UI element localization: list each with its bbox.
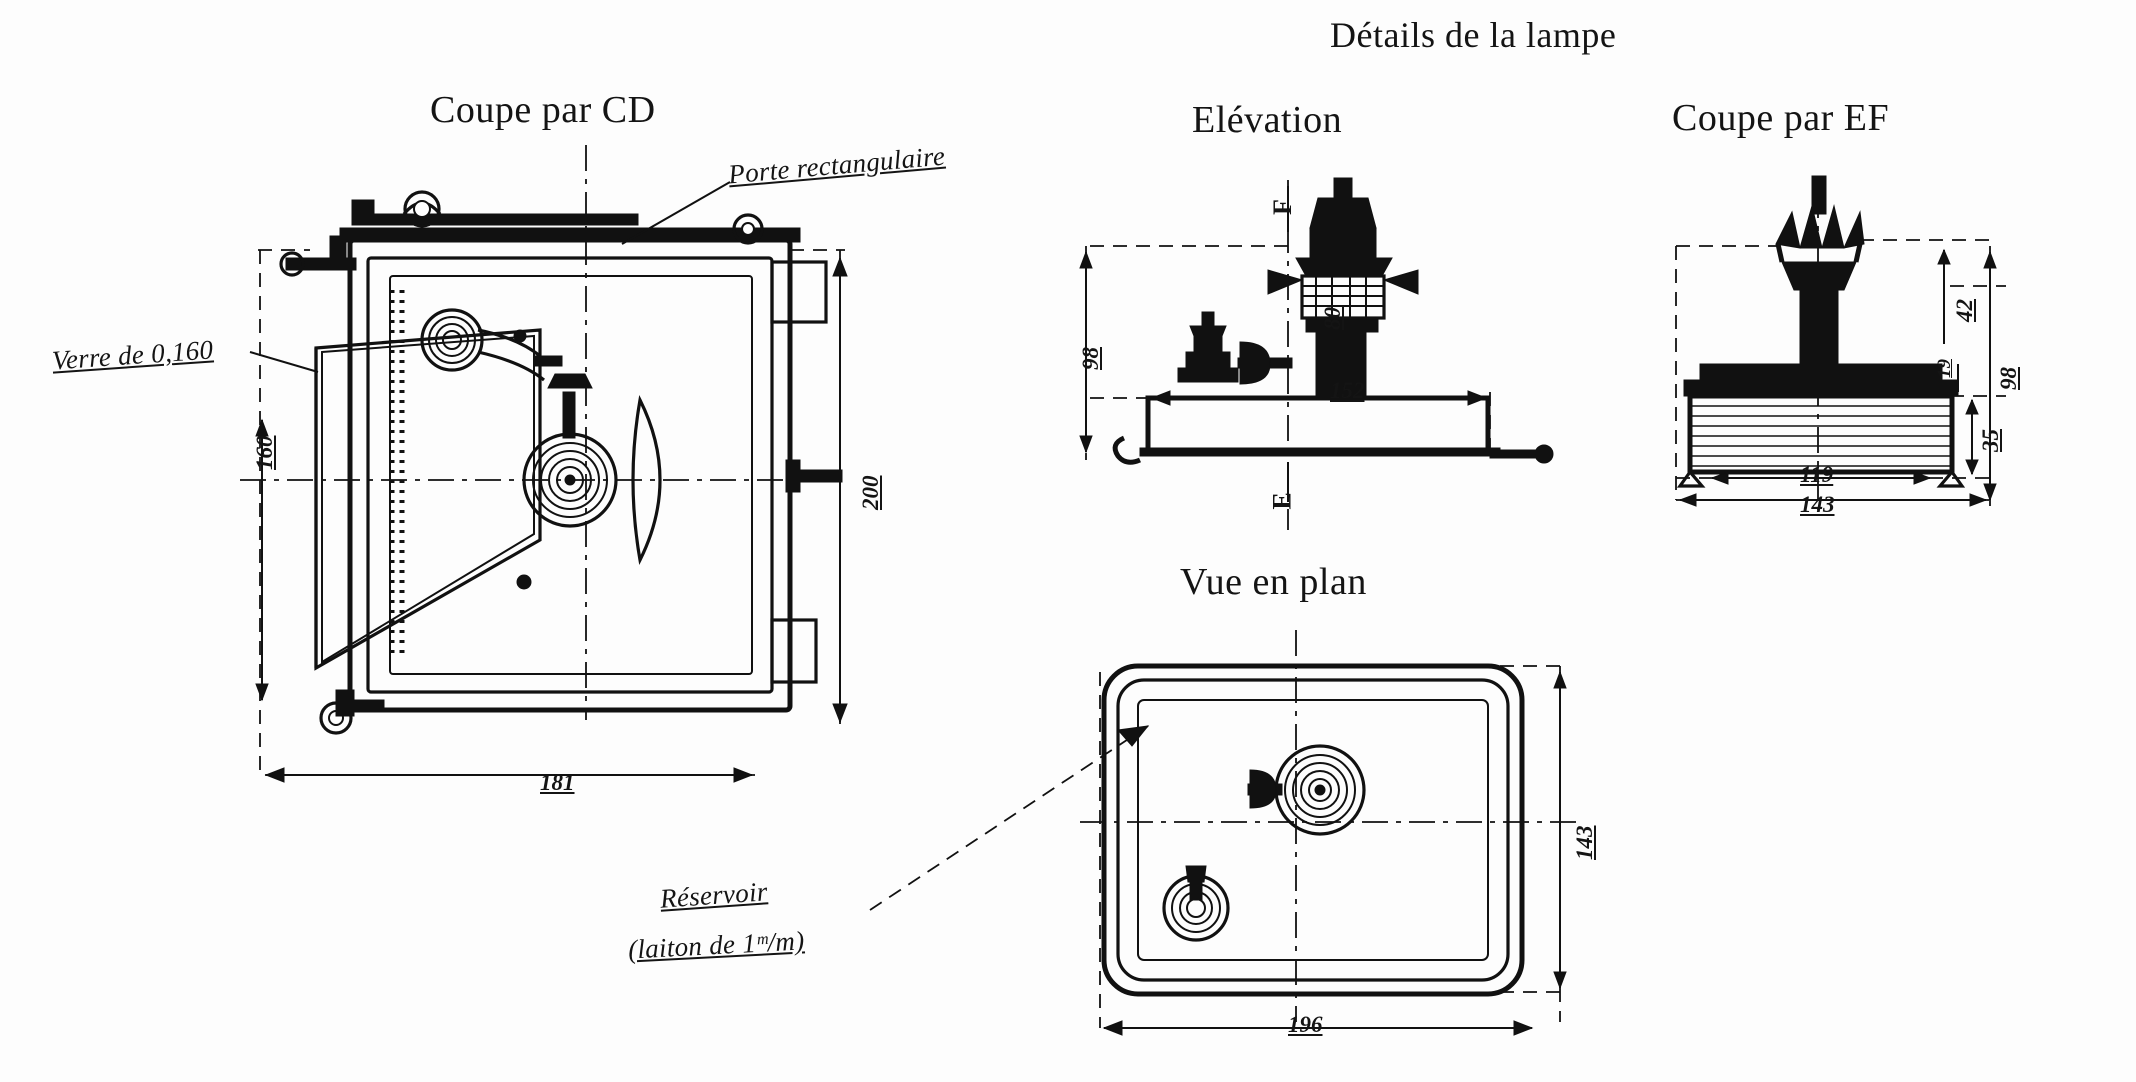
dim-ef-42: 42 bbox=[1952, 299, 1977, 322]
dim-left-height: 200 bbox=[858, 475, 883, 510]
callout-reservoir: Réservoir bbox=[659, 876, 769, 914]
callout-door: Porte rectangulaire bbox=[727, 140, 947, 190]
dim-left-inner-height: 160 bbox=[252, 435, 277, 470]
title-vue-en-plan: Vue en plan bbox=[1180, 561, 1367, 603]
dim-plan-height: 143 bbox=[1572, 825, 1597, 860]
title-coupe-cd: Coupe par CD bbox=[430, 89, 656, 131]
dim-ef-119: 119 bbox=[1800, 462, 1834, 487]
dim-ef-35: 35 bbox=[1978, 429, 2003, 452]
dim-elevation-height: 98 bbox=[1078, 347, 1103, 370]
dim-ef-98: 98 bbox=[1996, 367, 2021, 390]
dim-ef-19: 19 bbox=[1934, 359, 1955, 378]
dim-elevation-width: 152 bbox=[1330, 378, 1365, 403]
section-mark-f-top: F bbox=[1267, 199, 1297, 215]
title-elevation: Elévation bbox=[1192, 99, 1343, 141]
dim-ef-143: 143 bbox=[1800, 492, 1835, 517]
dim-elevation-inner: 80 bbox=[1320, 307, 1345, 330]
dim-left-width: 181 bbox=[540, 770, 575, 795]
callout-reservoir-material: (laiton de 1ᵐ/m) bbox=[627, 925, 806, 965]
section-mark-e-bottom: E bbox=[1267, 492, 1297, 510]
title-coupe-ef: Coupe par EF bbox=[1672, 97, 1890, 139]
dim-plan-width: 196 bbox=[1288, 1012, 1323, 1037]
callout-glass: Verre de 0,160 bbox=[51, 334, 215, 376]
title-lamp-details: Détails de la lampe bbox=[1330, 15, 1617, 55]
